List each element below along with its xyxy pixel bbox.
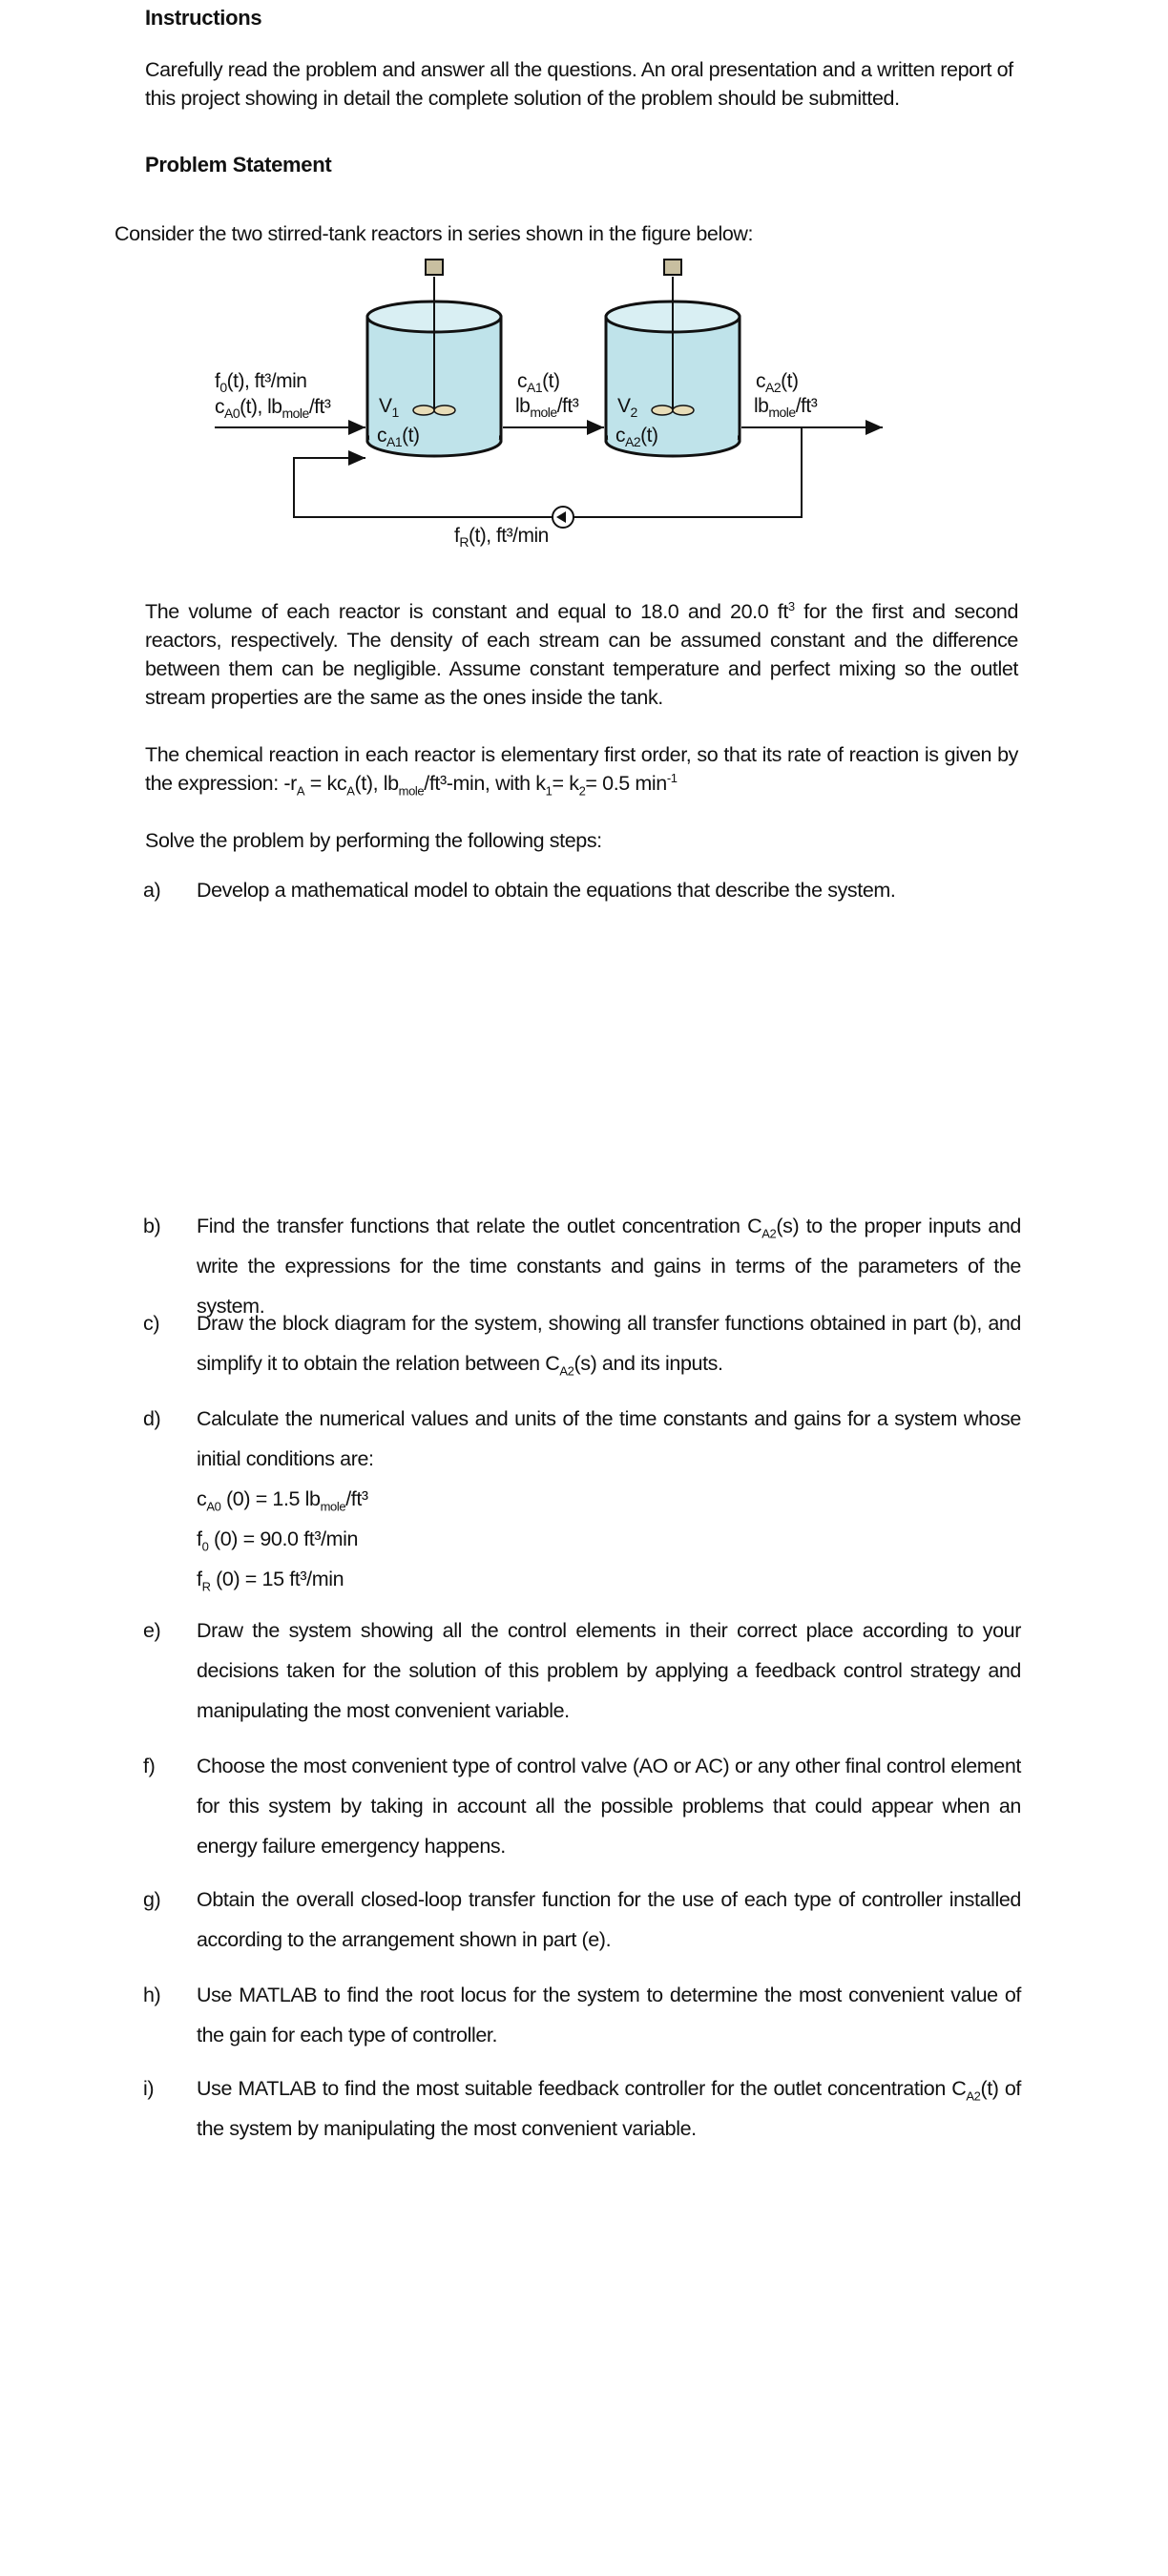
condition-f0: $f_0$ (0) = 90.0 ft³/min [197,1527,359,1554]
step-i-label: i) [143,2077,155,2100]
inlet-conc-label: $c_{A0}(t)$, $lb_{mole}$/ft³ [215,396,331,421]
step-f-text: Choose the most convenient type of control valve (AO or AC) or any other final control element for this system by taking in account all the possible problems that could appear when an energy failure emergency happens. [197,1755,1021,1858]
step-a [143,870,1021,910]
reactor-diagram [172,258,916,563]
step-f-label: f) [143,1755,156,1777]
impeller-1-icon [413,405,434,415]
step-b-text: Find the transfer functions that relate the outlet concentration $C_{A2}(s)$ to the proper inputs and write the expressions for the time constants and gains in terms of the parameters of the system. [197,1215,1021,1318]
impeller-2-icon [652,405,673,415]
motor-2-icon [664,260,681,275]
outlet-unit-label: $lb_{mole}$/ft³ [754,395,818,420]
step-i-text: Use MATLAB to find the most suitable feedback controller for the outlet concentration $C_{A2}(t)$ of the system by manipulating the most convenient variable. [197,2077,1022,2140]
step-d-text: Calculate the numerical values and units of the time constants and gains for a system whose initial conditions are: [197,1407,1021,1470]
step-h [143,1975,1021,2055]
problem-heading: Problem Statement [145,153,332,177]
mid-conc-label: $c_{A1}(t)$ [517,370,560,395]
step-a-text: Develop a mathematical model to obtain the equations that describe the system. [197,879,896,902]
step-f [143,1746,1021,1866]
problem-intro: Consider the two stirred-tank reactors in series shown in the figure below: [115,222,754,245]
step-b-label: b) [143,1215,161,1237]
volume-paragraph: The volume of each reactor is constant and equal to 18.0 and 20.0 $ft^3$ for the first and second reactors, respectively. The density of each stream can be assumed constant and the difference between them can be negligible. Assume constant temperature and perfect mixing so the outlet stream properties are the same as the ones inside the tank. [145,598,1019,709]
step-d [143,1399,1021,1599]
step-i [143,2068,1021,2149]
inlet-flow-label: $f_0(t)$, ft³/min [215,370,307,395]
step-g-text: Obtain the overall closed-loop transfer function for the use of each type of controller installed according to the arrangement shown in part (e). [197,1888,1021,1951]
step-g [143,1880,1021,1960]
step-c-text: Draw the block diagram for the system, showing all transfer functions obtained in part (b), and simplify it to obtain the relation between $C_{A2}(s)$ and its inputs. [197,1312,1021,1379]
condition-fr: $f_R$ (0) = 15 ft³/min [197,1568,344,1594]
tank-1 [367,260,501,456]
reaction-paragraph: The chemical reaction in each reactor is elementary first order, so that its rate of reaction is given by the expression: $-r_A = kc_A(t)$, $lb_{mole}/ft^3-\min$, with $k_1= k_2= 0.5$ $\min^{-1}$ [145,743,1018,799]
step-c [143,1303,1021,1383]
mid-unit-label: $lb_{mole}$/ft³ [515,395,579,420]
step-a-label: a) [143,879,161,902]
instructions-heading: Instructions [145,6,262,30]
step-e-text: Draw the system showing all the control elements in their correct place according to your decisions taken for the solution of this problem by applying a feedback control strategy and manipulating the most convenient variable. [197,1619,1021,1722]
step-e [143,1610,1021,1731]
tank-1-conc-label: $c_{A1}(t)$ [377,425,420,449]
step-e-label: e) [143,1619,161,1642]
step-d-label: d) [143,1407,161,1430]
tank-2 [606,260,740,456]
tank-2-conc-label: $c_{A2}(t)$ [615,425,658,449]
step-h-label: h) [143,1984,161,2006]
recycle-flow-label: $f_R(t)$, ft³/min [454,525,549,550]
tank-1-volume-label: $V_1$ [379,395,399,420]
step-g-label: g) [143,1888,161,1911]
outlet-conc-label: $c_{A2}(t)$ [756,370,799,395]
step-h-text: Use MATLAB to find the root locus for the system to determine the most convenient value of the gain for each type of controller. [197,1984,1021,2046]
motor-1-icon [426,260,443,275]
step-c-label: c) [143,1312,160,1335]
tank-2-volume-label: $V_2$ [617,395,637,420]
instructions-text: Carefully read the problem and answer all the questions. An oral presentation and a written report of this project showing in detail the complete solution of the problem should be submitted. [145,58,1013,110]
condition-ca0: $c_{A0}$ (0) = 1.5 $lb_{mole}$/ft³ [197,1487,368,1514]
solve-instruction: Solve the problem by performing the following steps: [145,829,602,852]
